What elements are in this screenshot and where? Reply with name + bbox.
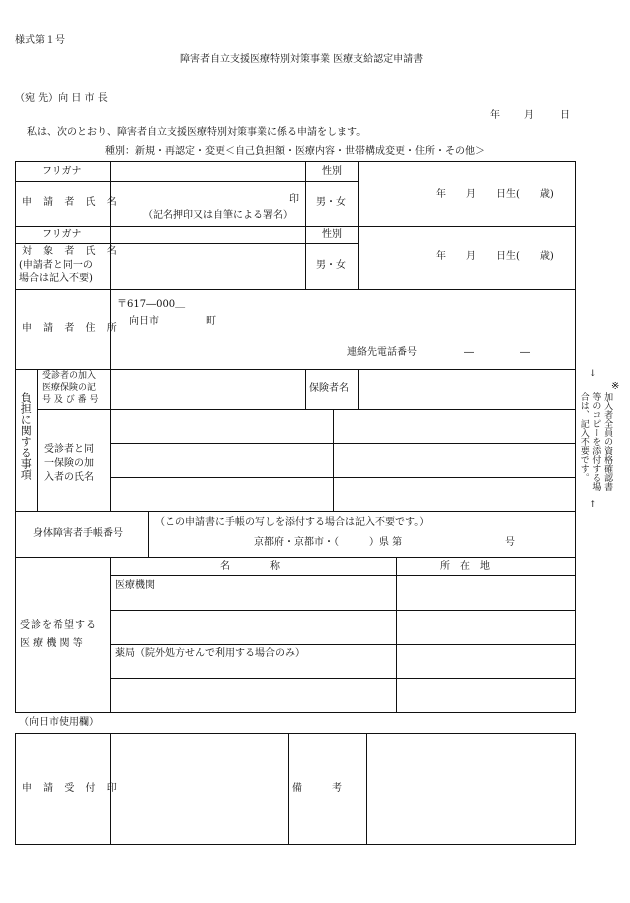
applicant-gender: 男・女 xyxy=(316,197,346,208)
facility-col-name: 名 称 xyxy=(220,561,280,572)
side-note-arrow-up: ↑ xyxy=(589,500,597,510)
facility-hospital-label: 医療機関 xyxy=(115,580,155,591)
facility-pharmacy-label: 薬局（院外処方せんで利用する場合のみ） xyxy=(115,648,305,659)
date-month-label: 月 xyxy=(524,110,534,121)
facility-label-1: 受診を希望する xyxy=(20,620,97,631)
seal-note: （記名押印又は自筆による署名） xyxy=(143,210,293,221)
type-line: 種別：新規・再認定・変更＜自己負担額・医療内容・世帯構成変更・住所・その他＞ xyxy=(105,146,485,157)
insurance-label-1: 受診者の加入 xyxy=(42,371,97,381)
side-note-mark: ※ xyxy=(611,381,620,392)
insurance-label-3: 号 及 び 番 号 xyxy=(42,395,99,405)
office-use-section: （向日市使用欄） xyxy=(19,717,99,728)
subject-furigana-label: フリガナ xyxy=(42,229,82,240)
applicant-furigana-label: フリガナ xyxy=(42,166,82,177)
applicant-name-label: 申 請 者 氏 名 xyxy=(22,197,121,208)
date-day-label: 日 xyxy=(560,110,570,121)
facility-label-2: 医 療 機 関 等 xyxy=(20,638,83,649)
members-label-2: 一保険の加 xyxy=(44,458,94,469)
seal-mark: 印 xyxy=(289,194,299,205)
handbook-label: 身体障害者手帳番号 xyxy=(33,528,123,539)
side-note-arrow-down: ↓ xyxy=(589,369,597,379)
insurance-label-2: 医療保険の記 xyxy=(42,383,97,393)
intro-text: 私は、次のとおり、障害者自立支援医療特別対策事業に係る申請をします。 xyxy=(27,127,367,138)
insurer-label: 保険者名 xyxy=(309,383,349,394)
date-year-label: 年 xyxy=(490,110,500,121)
phone-label: 連絡先電話番号 xyxy=(347,347,417,358)
address-city: 向日市 xyxy=(129,316,159,327)
address-town: 町 xyxy=(206,316,216,327)
address-label: 申 請 者 住 所 xyxy=(22,323,121,334)
phone-dash-1: ― xyxy=(464,347,474,358)
phone-dash-2: ― xyxy=(520,347,530,358)
members-label-3: 入者の氏名 xyxy=(44,472,94,483)
members-label-1: 受診者と同 xyxy=(44,444,94,455)
facility-col-location: 所 在 地 xyxy=(440,561,490,572)
receipt-stamp-label: 申 請 受 付 印 xyxy=(22,783,121,794)
burden-section-label: 負担に関する事項 xyxy=(19,392,33,480)
postal-code: 〒617―000＿ xyxy=(117,299,186,310)
subject-birth: 年 月 日生( 歳) xyxy=(436,251,554,262)
applicant-birth: 年 月 日生( 歳) xyxy=(436,189,554,200)
side-note-text: 加入者全員の資格確認書等のコピーを添付する場合は、記入不要です。 xyxy=(578,392,613,491)
subject-note-2: 場合は記入不要) xyxy=(19,273,93,284)
subject-name-label: 対 象 者 氏 名 xyxy=(22,246,121,257)
handbook-number-suffix: 号 xyxy=(505,537,515,548)
addressee: （宛 先）向 日 市 長 xyxy=(15,93,108,104)
handbook-note: （この申請書に手帳の写しを添付する場合は記入不要です。） xyxy=(155,517,430,528)
remarks-label: 備 考 xyxy=(292,783,342,794)
form-number: 様式第１号 xyxy=(15,35,65,46)
subject-gender-header: 性別 xyxy=(322,229,342,240)
subject-note-1: (申請者と同一の xyxy=(19,260,93,271)
page-title: 障害者自立支援医療特別対策事業 医療支給認定申請書 xyxy=(180,54,424,65)
handbook-prefecture: 京都府・京都市・（ ）県 第 xyxy=(254,537,403,548)
subject-gender: 男・女 xyxy=(316,260,346,271)
applicant-gender-header: 性別 xyxy=(322,166,342,177)
